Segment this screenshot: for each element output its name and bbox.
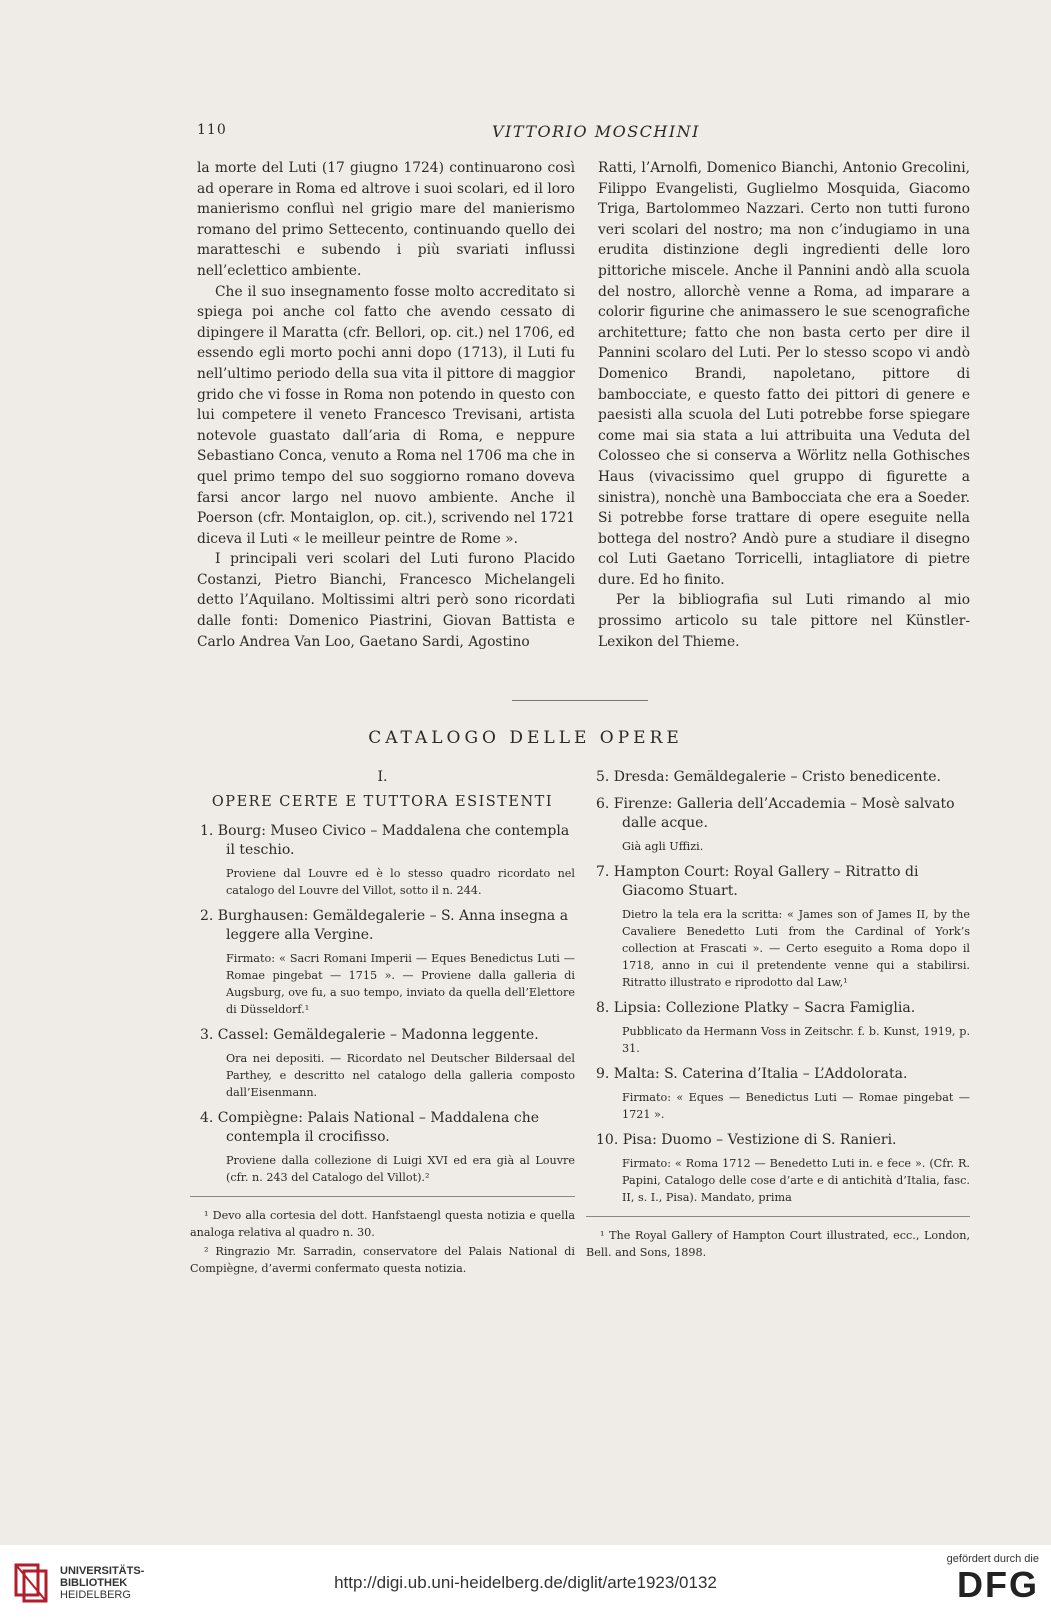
catalog-entry bbox=[190, 1026, 575, 1101]
paragraph: Che il suo insegnamento fosse molto accreditato si spiega poi anche col fatto che avendo cessato di dipingere il Maratta (cfr. Bellori, op. cit.) nel 1706, ed essendo egli morto pochi anni dopo (1713), il Luti fu nell’ultimo periodo della sua vita il pittore di maggior grido che vi fosse in Roma non potendo in questo con lui competere il veneto Francesco Trevisani, artista notevole guastato dall’aria di Roma, e neppure Sebastiano Conca, venuto a Roma nel 1706 ma che in quel primo tempo del suo soggiorno romano doveva farsi ancor largo nel nuovo ambiente. Anche il Poerson (cfr. Montaiglon, op. cit.), scrivendo nel 1721 diceva il Luti « le meilleur peintre de Rome ». bbox=[197, 283, 575, 547]
paragraph: la morte del Luti (17 giugno 1724) continuarono così ad operare in Roma ed altrove i suoi scolari, ed il loro manierismo confluì nel grigio mare del manierismo romano del primo Settecento, continuando quello dei maratteschi e subendo i più svariati influssi nell’eclettico ambiente. bbox=[197, 160, 575, 279]
page-number: 110 bbox=[197, 122, 227, 138]
catalog-entry bbox=[586, 999, 970, 1057]
body-column-left bbox=[197, 158, 575, 652]
entry-heading: 2. Burghausen: Gemäldegalerie – S. Anna insegna a leggere alla Vergine. bbox=[200, 908, 569, 943]
catalog-entry bbox=[190, 1109, 575, 1186]
footnote-rule bbox=[586, 1216, 970, 1217]
entry-heading: 5. Dresda: Gemäldegalerie – Cristo benedicente. bbox=[596, 769, 941, 785]
entry-note: Firmato: « Sacri Romani Imperii — Eques Benedictus Luti — Romae pingebat — 1715 ». — Proviene dalla galleria di Augsburg, ove fu, a suo tempo, inviato da quella dell’Elettore di Düsseldorf.¹ bbox=[226, 952, 575, 1016]
footnotes bbox=[190, 1207, 575, 1277]
entry-heading: 6. Firenze: Galleria dell’Accademia – Mosè salvato dalle acque. bbox=[596, 796, 955, 831]
catalog-entry bbox=[190, 822, 575, 899]
library-name-line: UNIVERSITÄTS- bbox=[60, 1565, 145, 1577]
paragraph: Per la bibliografia sul Luti rimando al mio prossimo articolo su tale pittore nel Künstler-Lexikon del Thieme. bbox=[598, 592, 970, 650]
running-title: VITTORIO MOSCHINI bbox=[492, 122, 700, 141]
catalog-entry bbox=[586, 1065, 970, 1123]
entry-heading: 7. Hampton Court: Royal Gallery – Ritratto di Giacomo Stuart. bbox=[596, 864, 919, 899]
entry-note: Dietro la tela era la scritta: « James son of James II, by the Cavaliere Benedetto Luti from the Cardinal of York’s collection at Frascati ». — Certo eseguito a Roma dopo il 1718, anno in cui il pretendente venne qui a stabilirsi. Ritratto illustrato e riprodotto dal Law,¹ bbox=[622, 908, 970, 989]
catalog-entry bbox=[586, 1131, 970, 1206]
entry-heading: 3. Cassel: Gemäldegalerie – Madonna leggente. bbox=[200, 1027, 539, 1043]
dfg-logo: DFG bbox=[957, 1564, 1039, 1605]
footnote: ² Ringrazio Mr. Sarradin, conservatore del Palais National di Compiègne, d’avermi confermato questa notizia. bbox=[190, 1245, 575, 1275]
entry-note: Firmato: « Roma 1712 — Benedetto Luti in. e fece ». (Cfr. R. Papini, Catalogo delle cose d’arte e di antichità d’Italia, fasc. II, s. I., Pisa). Mandato, prima bbox=[622, 1157, 970, 1204]
footnote: ¹ The Royal Gallery of Hampton Court illustrated, ecc., London, Bell. and Sons, 1898. bbox=[586, 1229, 970, 1259]
entry-note: Già agli Uffizi. bbox=[622, 840, 704, 853]
entry-note: Pubblicato da Hermann Voss in Zeitschr. f. b. Kunst, 1919, p. 31. bbox=[622, 1025, 970, 1055]
section-title: OPERE CERTE E TUTTORA ESISTENTI bbox=[211, 794, 554, 810]
entry-heading: 1. Bourg: Museo Civico – Maddalena che contempla il teschio. bbox=[200, 823, 570, 858]
library-name-line: HEIDELBERG bbox=[60, 1589, 131, 1601]
catalog-entry bbox=[586, 863, 970, 991]
entry-note: Firmato: « Eques — Benedictus Luti — Romae pingebat — 1721 ». bbox=[622, 1091, 970, 1121]
funded-by-label: gefördert durch die bbox=[946, 1553, 1039, 1565]
footnote: ¹ Devo alla cortesia del dott. Hanfstaengl questa notizia e quella analoga relativa al quadro n. 30. bbox=[190, 1209, 575, 1239]
viewer-footer bbox=[0, 1545, 1051, 1620]
entry-heading: 9. Malta: S. Caterina d’Italia – L’Addolorata. bbox=[596, 1066, 908, 1082]
entry-heading: 10. Pisa: Duomo – Vestizione di S. Ranieri. bbox=[596, 1132, 897, 1148]
paragraph: Ratti, l’Arnolfi, Domenico Bianchi, Antonio Grecolini, Filippo Evangelisti, Guglielmo Mosquida, Giacomo Triga, Bartolommeo Nazzari. Certo non tutti furono veri scolari del nostro; ma non c’indugiamo in una erudita distinzione degli ingredienti delle loro pittoriche miscele. Anche il Pannini andò alla scuola del nostro, allorchè venne a Roma, ad imparare a colorir figurine che animassero le sue scenografiche architetture; fatto che non basta certo per dire il Pannini scolaro del Luti. Per lo stesso scopo vi andò Domenico Brandi, napoletano, pittore di bambocciate, e questo fatto dei pittori di genere e paesisti alla scuola del Luti potrebbe forse spiegare come mai sia stata a lui attribuita una Veduta del Colosseo che si conserva a Wörlitz nella Gothisches Haus (vivacissimo quel gruppo di figurette a sinistra), nonchè una Bambocciata che era a Soeder. Si potrebbe forse trattare di opere eseguite nella bottega del nostro? Andò pure a studiare il disegno col Luti Gaetano Torricelli, intagliatore di pietre dure. Ed ho finito. bbox=[598, 160, 970, 588]
catalog-entry bbox=[586, 795, 970, 855]
entry-note: Proviene dal Louvre ed è lo stesso quadro ricordato nel catalogo del Louvre del Villot, sotto il n. 244. bbox=[226, 867, 575, 897]
catalog-column-left bbox=[190, 768, 575, 1279]
page-header bbox=[197, 122, 995, 144]
paragraph: I principali veri scolari del Luti furono Placido Costanzi, Pietro Bianchi, Francesco Michelangeli detto l’Aquilano. Moltissimi altri però sono ricordati dalle fonti: Domenico Piastrini, Giovan Battista e Carlo Andrea Van Loo, Gaetano Sardi, Agostino bbox=[197, 551, 575, 650]
catalog-entry bbox=[190, 907, 575, 1018]
catalog-entry bbox=[586, 768, 970, 787]
footnote-rule bbox=[190, 1196, 575, 1197]
catalog-title: CATALOGO DELLE OPERE bbox=[368, 728, 683, 748]
footnotes bbox=[586, 1227, 970, 1261]
entry-note: Ora nei depositi. — Ricordato nel Deutscher Bildersaal del Parthey, e descritto nel catalogo della galleria composto dall’Eisenmann. bbox=[226, 1052, 575, 1099]
section-divider bbox=[512, 700, 648, 701]
dfg-funding[interactable] bbox=[929, 1553, 1039, 1605]
entry-note: Proviene dalla collezione di Luigi XVI ed era già al Louvre (cfr. n. 243 del Catalogo del Villot).² bbox=[226, 1154, 575, 1184]
body-column-right bbox=[598, 158, 970, 652]
entry-heading: 4. Compiègne: Palais National – Maddalena che contempla il crocifisso. bbox=[200, 1110, 539, 1145]
catalog-column-right bbox=[586, 768, 970, 1263]
entry-heading: 8. Lipsia: Collezione Platky – Sacra Famiglia. bbox=[596, 1000, 916, 1016]
library-name-line: BIBLIOTHEK bbox=[60, 1577, 128, 1589]
permalink-url[interactable]: http://digi.ub.uni-heidelberg.de/diglit/arte1923/0132 bbox=[334, 1573, 717, 1592]
section-number: I. bbox=[377, 769, 388, 785]
